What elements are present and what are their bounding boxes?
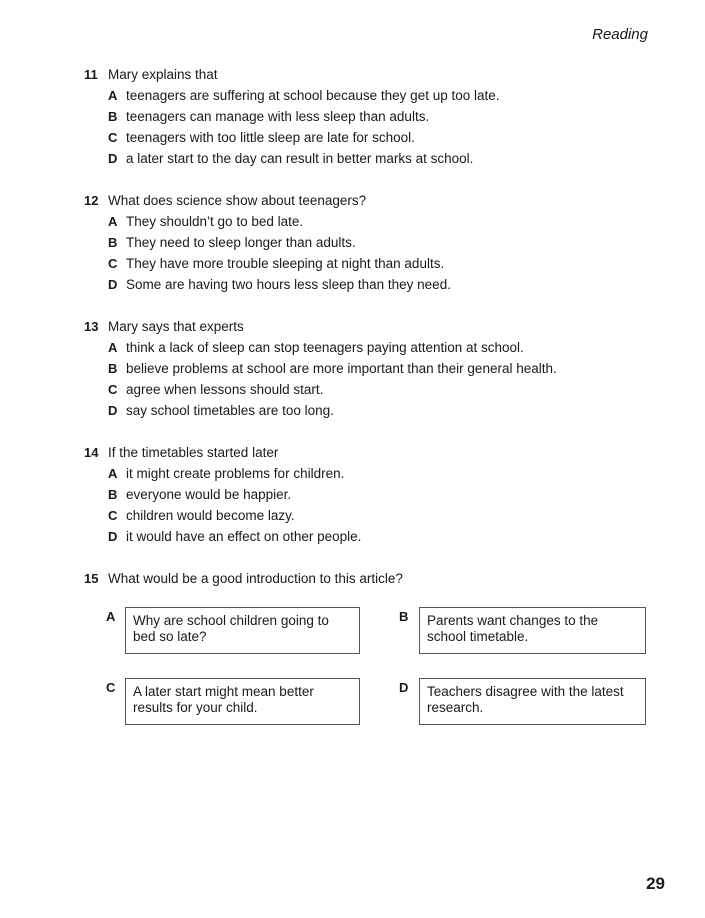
answer-box-c: A later start might mean better results for your child. [125,678,360,725]
option-text: say school timetables are too long. [126,403,334,418]
box-letter-b: B [399,609,409,624]
question-stem: What would be a good introduction to this article? [108,571,403,586]
question-stem-row [84,442,644,463]
question-13 [84,316,644,421]
option-text: teenagers can manage with less sleep than adults. [126,109,430,124]
option-b [84,232,644,253]
option-text: believe problems at school are more important than their general health. [126,361,557,376]
option-text: teenagers are suffering at school because they get up too late. [126,88,500,103]
option-letter: D [108,151,118,166]
option-c [84,505,644,526]
option-text: think a lack of sleep can stop teenagers paying attention at school. [126,340,524,355]
option-a [84,85,644,106]
section-header: Reading [592,26,648,43]
option-letter: C [108,508,118,523]
question-stem: Mary says that experts [108,319,244,334]
option-c [84,127,644,148]
answer-box-d: Teachers disagree with the latest research. [419,678,646,725]
question-stem-row [84,568,644,589]
option-text: Some are having two hours less sleep than they need. [126,277,451,292]
question-number: 11 [84,67,98,82]
option-a [84,337,644,358]
question-12 [84,190,644,295]
option-c [84,253,644,274]
option-b [84,106,644,127]
option-letter: A [108,88,118,103]
option-letter: B [108,487,118,502]
option-letter: B [108,109,118,124]
option-b [84,358,644,379]
option-a [84,463,644,484]
option-text: They need to sleep longer than adults. [126,235,356,250]
option-letter: C [108,130,118,145]
option-b [84,484,644,505]
answer-box-b: Parents want changes to the school timetable. [419,607,646,654]
box-letter-d: D [399,680,409,695]
option-d [84,400,644,421]
box-letter-a: A [106,609,116,624]
option-d [84,148,644,169]
option-text: it would have an effect on other people. [126,529,362,544]
box-letter-c: C [106,680,116,695]
option-letter: D [108,403,118,418]
answer-box-a: Why are school children going to bed so late? [125,607,360,654]
question-stem-row [84,190,644,211]
question-stem-row [84,64,644,85]
question-number: 15 [84,571,99,586]
question-number: 12 [84,193,99,208]
option-text: a later start to the day can result in better marks at school. [126,151,474,166]
option-letter: B [108,235,118,250]
option-text: everyone would be happier. [126,487,292,502]
question-stem: What does science show about teenagers? [108,193,367,208]
option-letter: D [108,277,118,292]
question-14 [84,442,644,547]
option-a [84,211,644,232]
question-number: 13 [84,319,99,334]
option-letter: A [108,466,118,481]
option-text: agree when lessons should start. [126,382,324,397]
question-stem: If the timetables started later [108,445,279,460]
option-letter: A [108,214,118,229]
question-11 [84,64,644,169]
page-number: 29 [646,874,665,893]
option-letter: C [108,256,118,271]
option-text: it might create problems for children. [126,466,345,481]
option-letter: A [108,340,118,355]
option-text: teenagers with too little sleep are late for school. [126,130,415,145]
question-stem: Mary explains that [108,67,218,82]
question-15 [84,568,644,589]
option-d [84,526,644,547]
question-stem-row [84,316,644,337]
option-letter: C [108,382,118,397]
option-letter: B [108,361,118,376]
option-text: children would become lazy. [126,508,295,523]
option-c [84,379,644,400]
option-text: They have more trouble sleeping at night than adults. [126,256,445,271]
question-number: 14 [84,445,99,460]
option-d [84,274,644,295]
option-text: They shouldn’t go to bed late. [126,214,304,229]
option-letter: D [108,529,118,544]
